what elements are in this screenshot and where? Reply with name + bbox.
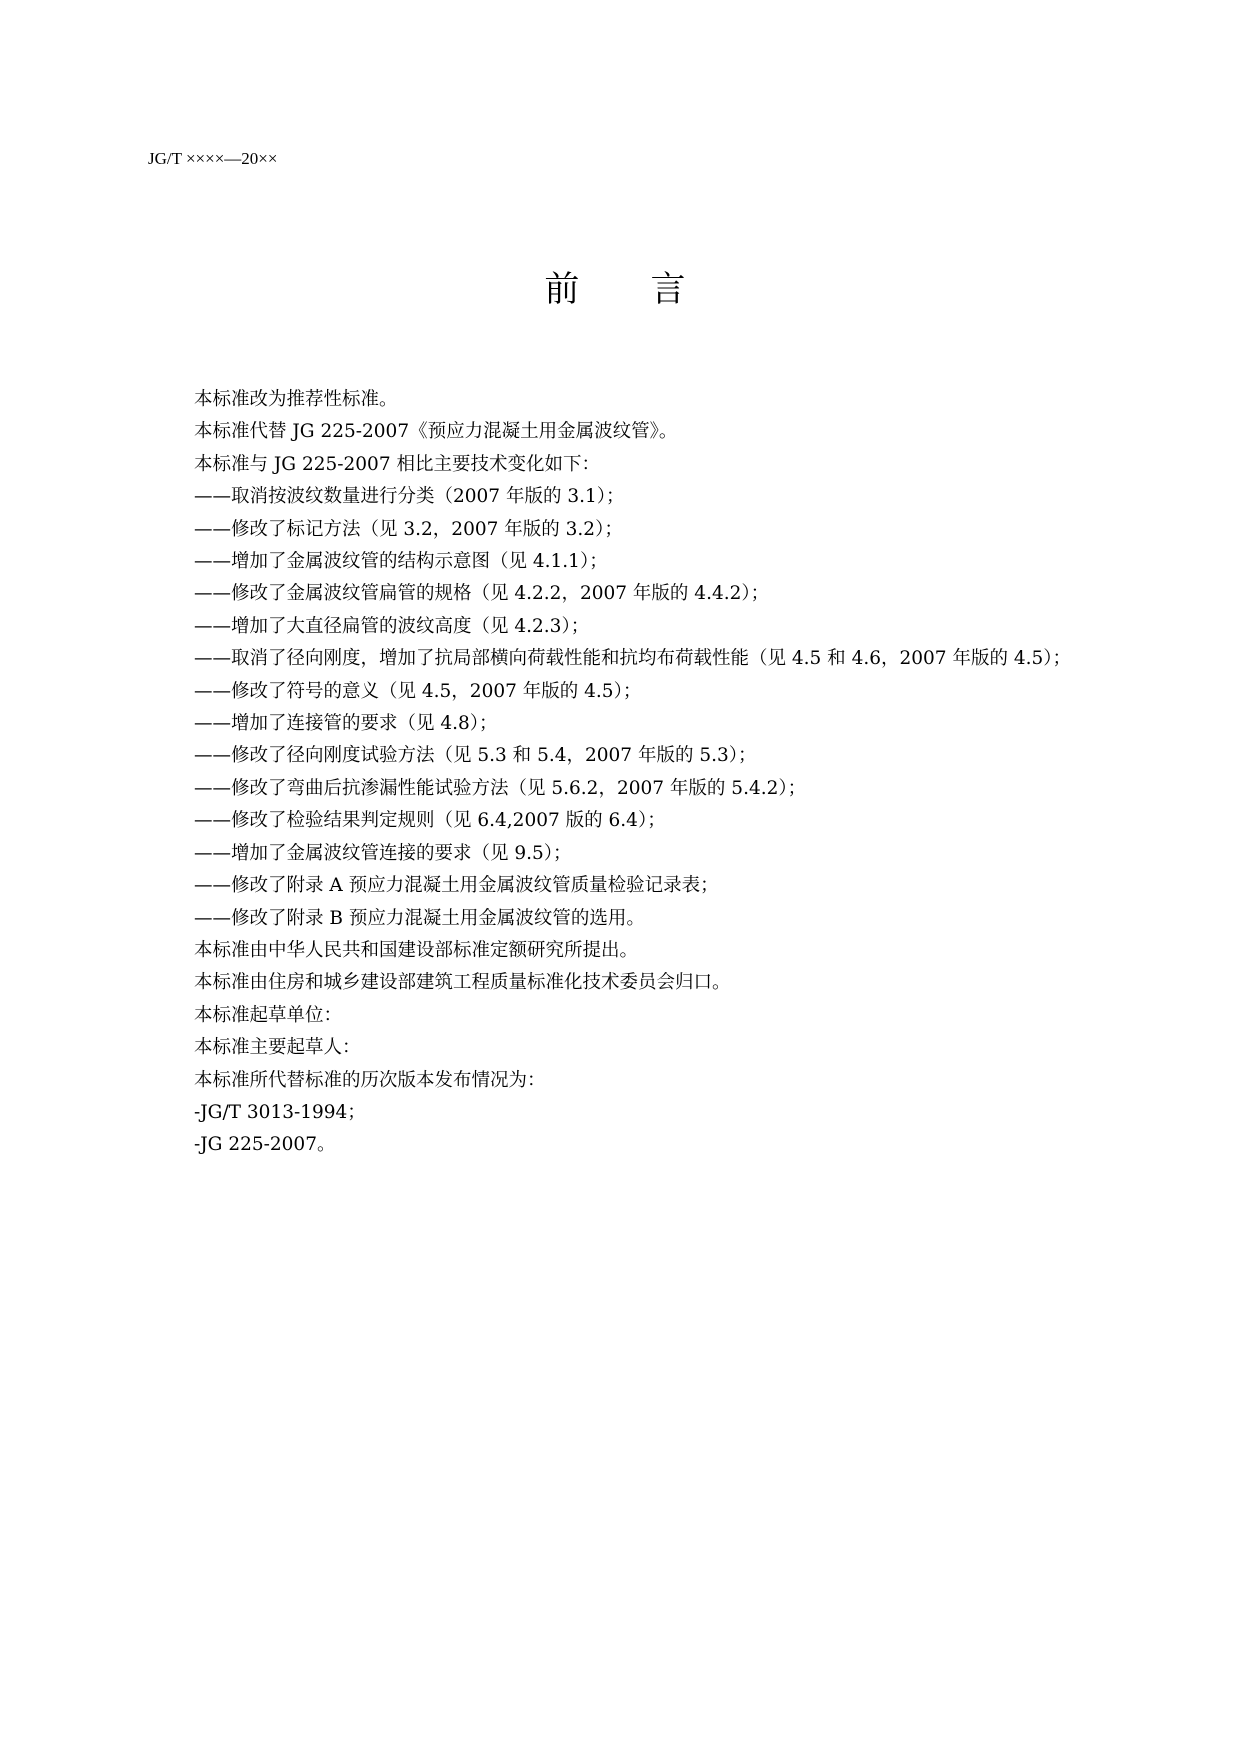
change-list-item: ——修改了符号的意义（见 4.5，2007 年版的 4.5）； <box>194 680 642 702</box>
paragraph: 本标准与 JG 225-2007 相比主要技术变化如下： <box>194 453 600 475</box>
change-list-item: ——增加了大直径扁管的波纹高度（见 4.2.3）； <box>194 615 590 637</box>
change-list-item: ——修改了附录 A 预应力混凝土用金属波纹管质量检验记录表； <box>194 875 719 897</box>
change-list-item: ——取消了径向刚度，增加了抗局部横向荷载性能和抗均布荷载性能（见 4.5 和 4.6，2007 年版的 4.5）； <box>194 648 1072 670</box>
change-list-item: ——修改了附录 B 预应力混凝土用金属波纹管的选用。 <box>194 907 645 929</box>
drafting-units-line: 本标准起草单位： <box>194 1004 343 1026</box>
change-list-item: ——修改了径向刚度试验方法（见 5.3 和 5.4，2007 年版的 5.3）； <box>194 745 757 767</box>
change-list-item: ——修改了检验结果判定规则（见 6.4,2007 版的 6.4）； <box>194 810 666 832</box>
foreword-body <box>150 384 1150 1162</box>
change-list-item: ——修改了标记方法（见 3.2，2007 年版的 3.2）； <box>194 518 623 540</box>
previous-edition-item: -JG 225-2007。 <box>194 1134 336 1156</box>
page-title: 前 言 <box>544 270 716 310</box>
change-list-item: ——修改了金属波纹管扁管的规格（见 4.2.2，2007 年版的 4.4.2）； <box>194 583 770 605</box>
change-list-item: ——增加了金属波纹管连接的要求（见 9.5）； <box>194 842 572 864</box>
change-list-item: ——增加了金属波纹管的结构示意图（见 4.1.1）； <box>194 551 608 573</box>
paragraph: 本标准由中华人民共和国建设部标准定额研究所提出。 <box>194 939 639 961</box>
document-code-header: JG/T ××××—20×× <box>148 149 278 168</box>
change-list-item: ——增加了连接管的要求（见 4.8）； <box>194 713 498 735</box>
change-list-item: ——修改了弯曲后抗渗漏性能试验方法（见 5.6.2，2007 年版的 5.4.2）； <box>194 777 807 799</box>
change-list-item: ——取消按波纹数量进行分类（2007 年版的 3.1）； <box>194 486 625 508</box>
paragraph: 本标准代替 JG 225-2007《预应力混凝土用金属波纹管》。 <box>194 421 678 443</box>
previous-edition-item: -JG/T 3013-1994； <box>194 1101 366 1123</box>
drafters-line: 本标准主要起草人： <box>194 1037 361 1059</box>
paragraph: 本标准所代替标准的历次版本发布情况为： <box>194 1069 546 1091</box>
paragraph: 本标准由住房和城乡建设部建筑工程质量标准化技术委员会归口。 <box>194 972 731 994</box>
paragraph: 本标准改为推荐性标准。 <box>194 389 398 410</box>
